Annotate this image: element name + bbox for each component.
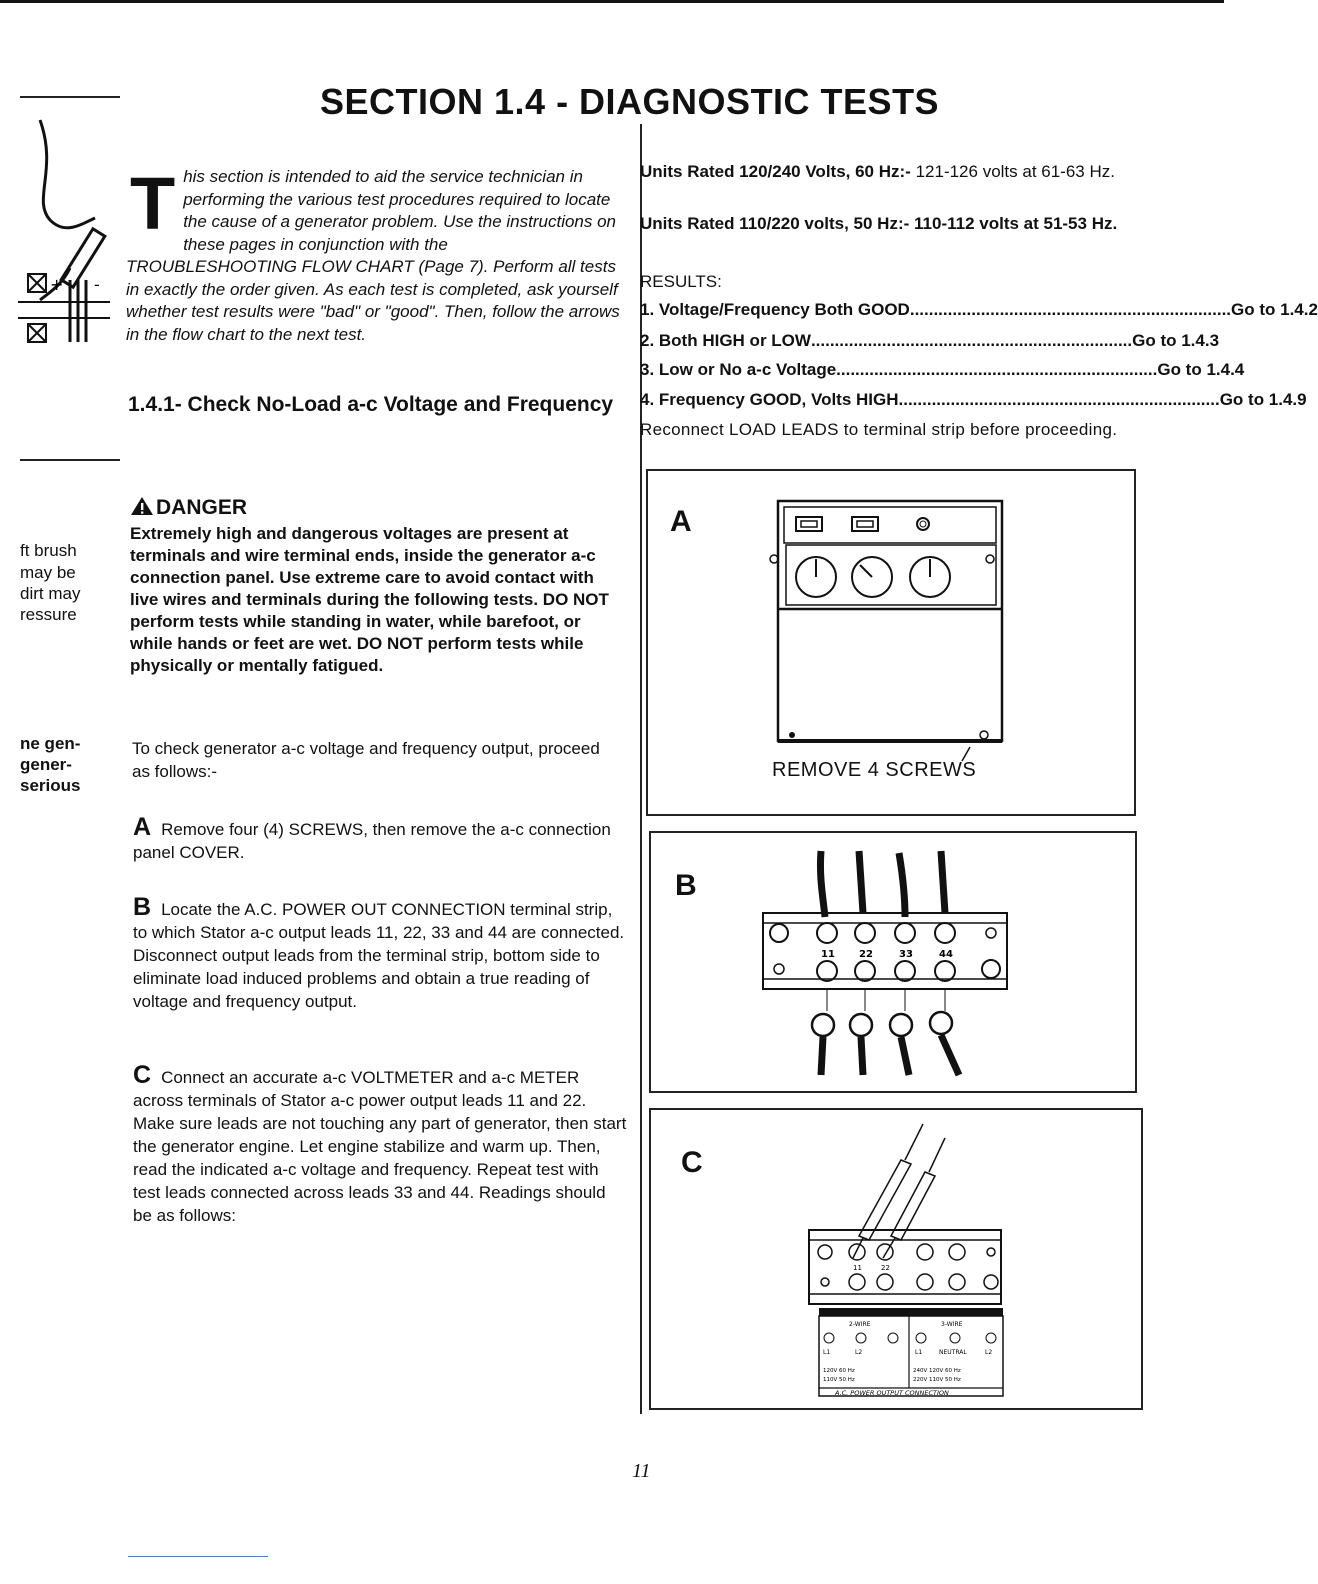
result-label: 4. Frequency GOOD, Volts HIGH [640,390,899,409]
wiring-l1: L1 [823,1349,831,1356]
drop-cap: T [130,162,176,245]
figure-letter: C [681,1146,703,1179]
rating-60hz [640,160,1140,183]
figure-a [646,469,1136,816]
margin-fragment: ressure [20,605,77,624]
result-target: Go to 1.4.4 [1157,360,1245,379]
result-row [640,331,1220,351]
rating-value: 110-112 volts at 51-53 Hz. [914,214,1118,233]
figure-caption: REMOVE 4 SCREWS [772,759,977,781]
svg-text:+: + [50,275,64,294]
danger-text: Extremely high and dangerous voltages are present at terminals and wire terminal ends, inside the generator a-c connection panel. Use extreme care to avoid contact with live wires and terminals during the following tests. DO NOT perform tests while standing in water, while barefoot, or while hands or feet are wet. DO NOT perform tests while physically or mentally fatigued. [130,524,609,675]
result-label: 1. Voltage/Frequency Both GOOD [640,300,910,319]
danger-label: DANGER [156,496,248,519]
step-text: Locate the A.C. POWER OUT CONNECTION terminal strip, to which Stator a-c output leads 11, 22, 33 and 44 are connected. Disconnect output leads from the terminal strip, bottom side to eliminate load induced problems and obtain a true reading of voltage and frequency output. [133,900,625,1011]
step-a [133,813,629,864]
top-border [0,0,1224,3]
wiring-spec: 110V 50 Hz [823,1377,855,1383]
result-target: Go to 1.4.9 [1219,390,1307,409]
probe-illustration [10,110,120,350]
step-letter: C [133,1061,152,1089]
terminal-label: 11 [853,1264,862,1272]
terminal-label: 44 [939,949,953,960]
margin-fragment: dirt may [20,584,81,603]
reconnect-note: Reconnect LOAD LEADS to terminal strip before proceeding. [640,420,1118,439]
voltmeter-connection-drawing [805,1120,1015,1400]
step-b [133,893,629,1013]
result-leader: .................................................................... [810,331,1133,350]
result-leader: .................................................................... [898,390,1220,409]
figure-letter: A [670,505,692,538]
wiring-l2: L2 [985,1349,993,1356]
terminal-label: 22 [859,949,873,960]
terminal-label: 11 [821,949,835,960]
margin-fragment: ne gen- [20,734,81,753]
margin-fragment: ft brush [20,541,77,560]
step-text: Connect an accurate a-c VOLTMETER and a-c METER across terminals of Stator a-c power output leads 11 and 22. Make sure leads are not touching any part of generator, then start the generator engine. Let engine stabilize and warm up. Then, read the indicated a-c voltage and frequency. Repeat test with test leads connected across leads 33 and 44. Readings should be as follows: [133,1068,627,1225]
step-letter: A [133,813,152,841]
wiring-neutral: NEUTRAL [939,1349,967,1356]
step-text: Remove four (4) SCREWS, then remove the a-c connection panel COVER. [133,820,611,862]
svg-text:-: - [94,275,100,294]
result-row [640,300,1318,320]
result-row [640,390,1307,410]
margin-fragment: may be [20,563,76,582]
result-leader: .................................................................... [836,360,1158,379]
figure-b [649,831,1137,1093]
rating-label: Units Rated 120/240 Volts, 60 Hz:- [640,162,911,181]
results-label: RESULTS: [640,272,722,291]
margin-fragment: gener- [20,755,72,774]
intro-text: his section is intended to aid the service technician in performing the various test procedures required to locate the cause of a generator problem. Use the instructions on these pages in conjunction with the TROUBLESHOOTING FLOW CHART (Page 7). Perform all tests in exactly the order given. As each test is completed, ask yourself whether test results were "bad" or "good". Then, follow the arrows in the flow chart to the next test. [126,167,620,344]
wiring-header: 2-WIRE [849,1321,871,1328]
section-heading-1-4-1: 1.4.1- Check No-Load a-c Voltage and Frequency [128,393,614,416]
page-title: SECTION 1.4 - DIAGNOSTIC TESTS [320,81,940,122]
rating-50hz [640,212,1140,235]
margin-fragment: serious [20,776,81,795]
wiring-spec: 220V 110V 50 Hz [913,1377,961,1383]
connection-panel-drawing [768,495,1018,755]
wiring-footer: A.C. POWER OUTPUT CONNECTION [835,1389,949,1397]
result-leader: .................................................................... [909,300,1232,319]
wiring-header: 3-WIRE [941,1321,963,1328]
terminal-label: 22 [881,1264,890,1272]
terminal-strip-drawing [763,847,1013,1079]
step-letter: B [133,893,152,921]
wiring-l2: L2 [855,1349,863,1356]
rating-value: 121-126 volts at 61-63 Hz. [915,162,1115,181]
intro-paragraph [126,162,621,346]
rating-label: Units Rated 110/220 volts, 50 Hz:- [640,214,910,233]
terminal-label: 33 [899,949,913,960]
result-label: 2. Both HIGH or LOW [640,331,811,350]
figure-letter: B [675,869,697,902]
wiring-spec: 120V 60 Hz [823,1368,855,1374]
proceed-text: To check generator a-c voltage and frequency output, proceed as follows:- [132,739,600,781]
warning-triangle-icon [130,496,154,516]
page-number: 11 [632,1460,651,1482]
step-c [133,1061,629,1227]
figure-c [649,1108,1143,1410]
wiring-l1: L1 [915,1349,923,1356]
result-target: Go to 1.4.2 [1231,300,1318,319]
margin-rule [20,96,120,98]
wiring-spec: 240V 120V 60 Hz [913,1368,961,1374]
result-label: 3. Low or No a-c Voltage [640,360,837,379]
result-target: Go to 1.4.3 [1132,331,1220,350]
margin-rule [20,459,120,461]
bottom-mark [128,1556,268,1557]
result-row [640,360,1245,380]
danger-heading [130,496,247,520]
